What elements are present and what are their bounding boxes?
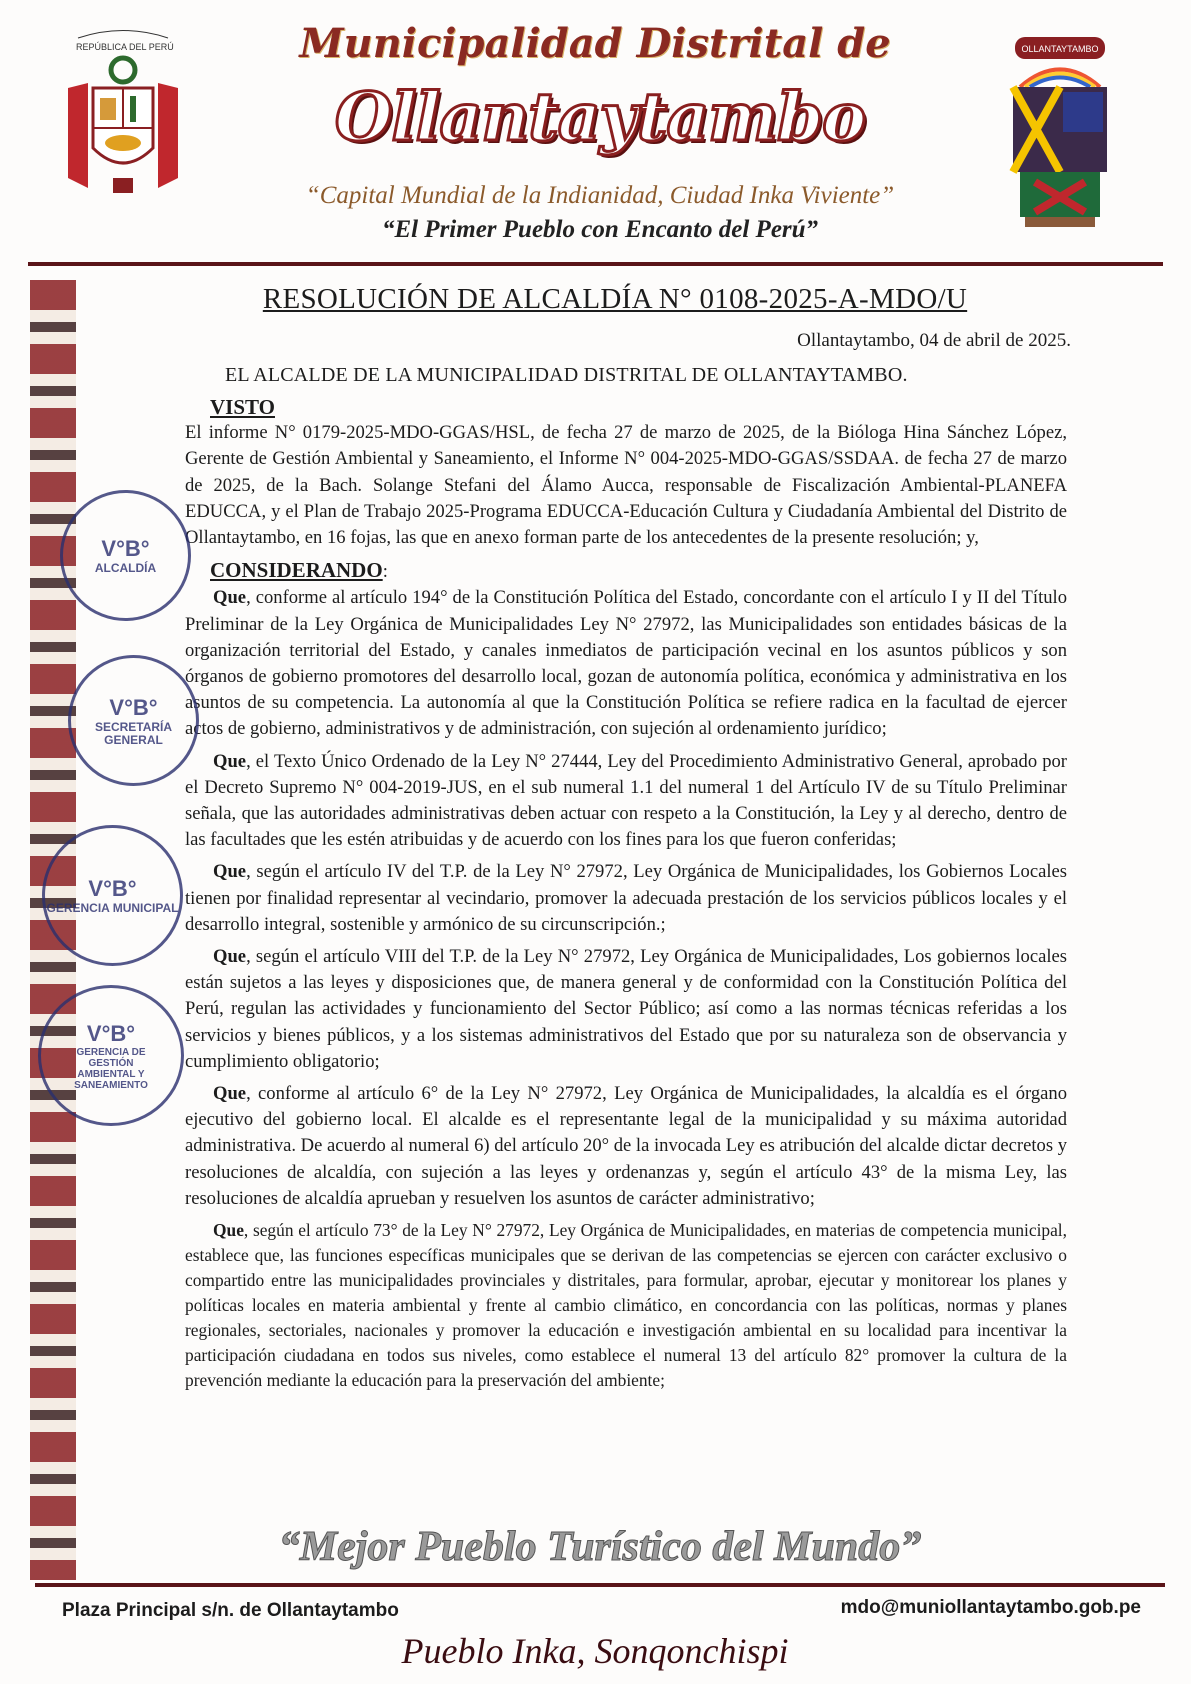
stamp-area: GERENCIA MUNICIPAL [46,901,179,915]
paragraph-text: , según el artículo VIII del T.P. de la Ley N° 27972, Ley Orgánica de Municipalidades, Los gobiernos locales están sujetos a las leyes y disposiciones que, de manera general y de conformidad con la Constitución Política del Perú, regulan las actividades y funcionamiento del Sector Público; así como a las normas técnicas referidas a los servicios y bienes públicos, y a los sistemas administrativos del Estado que por su naturaleza son de observancia y cumplimiento obligatorio; [185,946,1067,1072]
header-divider [28,262,1163,266]
email: mdo@muniollantaytambo.gob.pe [840,1597,1141,1618]
que-label: Que [213,750,247,772]
stamp-gerencia-gestion-ambiental [38,985,184,1126]
issuer-heading: EL ALCALDE DE LA MUNICIPALIDAD DISTRITAL DE OLLANTAYTAMBO. [225,364,908,386]
considerando-paragraph-6 [185,1218,1067,1393]
stamp-vb: V°B° [109,694,158,720]
que-label: Que [213,1220,244,1241]
municipality-title-line1: Municipalidad Distrital de [299,20,891,67]
paragraph-text: , según el artículo IV del T.P. de la Ley N° 27972, Ley Orgánica de Municipalidades, los Gobiernos Locales tienen por finalidad representar al vecindario, promover la adecuada prestación de los servicios públicos locales y el desarrollo integral, sostenible y armónico de su circunscripción.; [185,861,1067,935]
stamp-area: GERENCIA DE GESTIÓN AMBIENTAL Y SANEAMIENTO [74,1046,148,1091]
svg-text:REPÚBLICA DEL PERÚ: REPÚBLICA DEL PERÚ [76,42,174,52]
tagline-capital: “Capital Mundial de la Indianidad, Ciudad Inka Viviente” [305,182,895,209]
stamp-vb: V°B° [101,536,150,561]
footer-divider [35,1583,1165,1587]
paragraph-text: , el Texto Único Ordenado de la Ley N° 27444, Ley del Procedimiento Administrativo General, aprobado por el Decreto Supremo N° 004-2019-JUS, en el sub numeral 1.1 del numeral 1 del Artículo IV de su Título Preliminar señala, que las autoridades administrativas deben actuar con respeto a la Constitución, la Ley y al derecho, dentro de las facultades que les estén atribuidas y de acuerdo con los fines para los que fueron conferidas; [185,750,1067,851]
stamp-alcaldia [60,490,191,621]
footer-slogan: Pueblo Inka, Sonqonchispi [401,1631,789,1671]
que-label: Que [213,1083,247,1105]
considerando-paragraph-3 [185,859,1067,938]
stamp-secretaria-general [68,655,199,786]
ollantaytambo-emblem-logo [1005,32,1115,232]
stamp-vb: V°B° [88,876,137,901]
motto: “Mejor Pueblo Turístico del Mundo” [278,1524,922,1570]
considerando-paragraph-5 [185,1081,1067,1212]
address: Plaza Principal s/n. de Ollantaytambo [62,1600,399,1621]
document-body [185,394,1067,1399]
paragraph-text: , según el artículo 73° de la Ley N° 27972, Ley Orgánica de Municipalidades, en materias de competencia municipal, establece que, las funciones específicas municipales que se derivan de las competencias se ejercen con carácter exclusivo o compartido entre las municipalidades provinciales y distritales, para formular, aprobar, ejecutar y monitorear los planes y políticas locales en materia ambiental y frente al cambio climático, en concordancia con las políticas, normas y planes regionales, sectoriales, nacionales y promover la educación e investigación ambiental en su localidad para incentivar la participación ciudadana en todos sus niveles, como establece el numeral 13 del artículo 82° promover la cultura de la prevención mediante la educación para la preservación del ambiente; [185,1220,1067,1391]
considerando-paragraph-1 [185,585,1067,742]
tagline-primer-pueblo: “El Primer Pueblo con Encanto del Perú” [381,216,819,243]
resolution-title: RESOLUCIÓN DE ALCALDÍA N° 0108-2025-A-MDO/U [262,283,968,315]
considerando-paragraph-2 [185,749,1067,854]
que-label: Que [213,946,247,968]
stamp-vb: V°B° [86,1020,136,1046]
stamp-gerencia-municipal [42,825,183,966]
municipality-title-line2: Ollantaytambo [334,78,866,156]
stamp-area: SECRETARÍA GENERAL [94,719,173,747]
que-label: Que [213,861,247,883]
svg-text:OLLANTAYTAMBO: OLLANTAYTAMBO [1021,44,1099,54]
visto-paragraph: El informe N° 0179-2025-MDO-GGAS/HSL, de fecha 27 de marzo de 2025, de la Bióloga Hina Sánchez López, Gerente de Gestión Ambiental y Saneamiento, el Informe N° 004-2025-MDO-GGAS/SSDAA. de fecha 27 de marzo de 2025, de la Bach. Solange Stefani del Álamo Aucca, responsable de Fiscalización Ambiental-PLANEFA EDUCCA, y el Plan de Trabajo 2025-Programa EDUCCA-Educación Cultura y Ciudadanía Ambiental del Distrito de Ollantaytambo, en 16 fojas, las que en anexo forman parte de los antecedentes de la presente resolución; y, [185,422,1067,549]
stamp-area: ALCALDÍA [94,561,157,575]
colon: : [382,561,388,583]
visto-heading: VISTO [210,395,275,419]
paragraph-text: , conforme al artículo 6° de la Ley N° 27972, Ley Orgánica de Municipalidades, la alcaldía es el órgano ejecutivo del gobierno local. El alcalde es el representante legal de la municipalidad y su máxima autoridad administrativa. De acuerdo al numeral 6) del artículo 20° de la invocada Ley es atribución del alcalde dictar decretos y resoluciones de alcaldía, con sujeción a las leyes y ordenanzas y, según el artículo 43° de la misma Ley, las resoluciones de alcaldía aprueban y resuelven los asuntos de carácter administrativo; [185,1083,1068,1209]
que-label: Que [213,587,247,609]
considerando-heading: CONSIDERANDO [210,558,383,583]
paragraph-text: , conforme al artículo 194° de la Constitución Política del Estado, concordante con el artículo I y II del Título Preliminar de la Ley Orgánica de Municipalidades Ley N° 27972, las Municipalidades son entidades básicas de la organización territorial del Estado, y canales inmediatos de participación vecinal en los asuntos públicos y son órganos de gobierno promotores del desarrollo local, gozan de autonomía política, económica y administrativa en los asuntos de su competencia. La autonomía al que la Constitución Política se refiere radica en la facultad de ejercer actos de gobierno, administrativos y de administración, con sujeción al ordenamiento jurídico; [185,587,1067,740]
peru-coat-of-arms-logo [58,28,188,203]
document-date: Ollantaytambo, 04 de abril de 2025. [797,330,1071,351]
considerando-paragraph-4 [185,944,1067,1075]
